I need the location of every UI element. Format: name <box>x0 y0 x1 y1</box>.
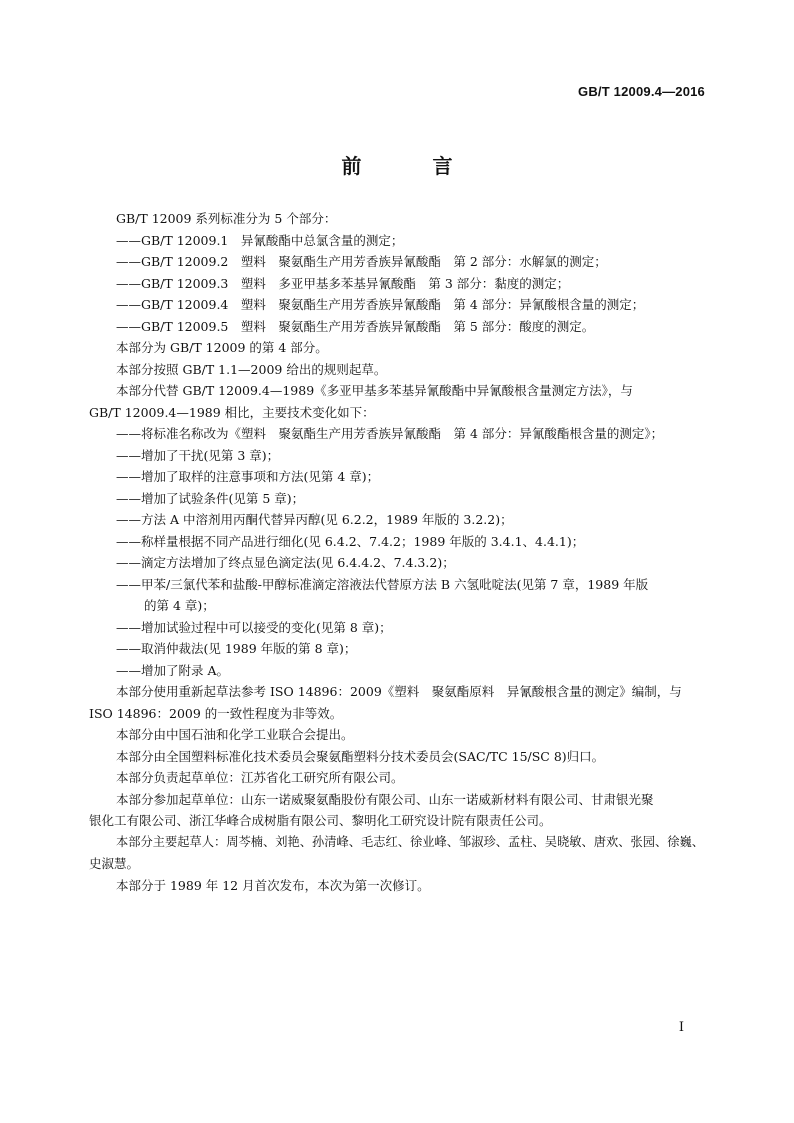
technical-changes-list <box>89 423 705 681</box>
change-list-item-multiline <box>89 574 705 617</box>
drafting-rules-paragraph: 本部分按照 GB/T 1.1—2009 给出的规则起草。 <box>116 361 387 377</box>
change-list-item: ——方法 A 中溶剂用丙酮代替异丙醇(见 6.2.2，1989 年版的 3.2.2)； <box>116 512 513 527</box>
change-list-item: ——将标准名称改为《塑料 聚氨酯生产用芳香族异氰酸酯 第 4 部分：异氰酸酯根含量的测定》； <box>116 426 664 441</box>
change-list-item: ——取消仲裁法(见 1989 年版的第 8 章)； <box>116 641 357 656</box>
parts-list-item: ——GB/T 12009.1 异氰酸酯中总氯含量的测定； <box>116 232 404 248</box>
change-list-item-continuation: 的第 4 章)； <box>144 598 215 613</box>
main-drafters-line: 本部分主要起草人：周芩楠、刘艳、孙清峰、毛志红、徐业峰、邹淑珍、孟柱、吴晓敏、唐欢、张园、徐巍、 <box>116 834 704 849</box>
page-title: 前 言 <box>341 154 485 178</box>
page-number: I <box>678 1020 684 1035</box>
parts-list-item: ——GB/T 12009.3 塑料 多亚甲基多苯基异氰酸酯 第 3 部分：黏度的测定； <box>116 275 570 291</box>
parts-list-item: ——GB/T 12009.5 塑料 聚氨酯生产用芳香族异氰酸酯 第 5 部分：酸度的测定。 <box>116 318 595 334</box>
change-list-item: ——增加了取样的注意事项和方法(见第 4 章)； <box>116 469 380 484</box>
parts-list-item: ——GB/T 12009.4 塑料 聚氨酯生产用芳香族异氰酸酯 第 4 部分：异氰酸根含量的测定； <box>116 297 645 312</box>
change-list-item: ——增加试验过程中可以接受的变化(见第 8 章)； <box>116 619 392 635</box>
intro-paragraph: GB/T 12009 系列标准分为 5 个部分： <box>116 211 337 226</box>
centralized-by-paragraph: 本部分由全国塑料标准化技术委员会聚氨酯塑料分技术委员会(SAC/TC 15/SC 8)归口。 <box>116 748 605 764</box>
proposed-by-paragraph: 本部分由中国石油和化学工业联合会提出。 <box>116 727 354 742</box>
foreword-content <box>89 208 705 896</box>
iso-reference-line: 本部分使用重新起草法参考 ISO 14896：2009《塑料 聚氨酯原料 异氰酸根含量的测定》编制，与 <box>116 684 682 699</box>
iso-reference-paragraph <box>89 681 705 724</box>
replacement-line: 本部分代替 GB/T 12009.4—1989《多亚甲基多苯基异氰酸酯中异氰酸根含量测定方法》，与 <box>116 383 633 398</box>
iso-reference-line: ISO 14896：2009 的一致性程度为非等效。 <box>89 705 343 721</box>
replacement-paragraph <box>89 380 705 423</box>
parts-list-item: ——GB/T 12009.2 塑料 聚氨酯生产用芳香族异氰酸酯 第 2 部分：水解氯的测定； <box>116 254 607 269</box>
change-list-item: ——增加了附录 A。 <box>116 662 230 678</box>
part-statement-paragraph: 本部分为 GB/T 12009 的第 4 部分。 <box>116 340 328 355</box>
change-list-item: ——增加了试验条件(见第 5 章)； <box>116 490 305 506</box>
publication-history-paragraph: 本部分于 1989 年 12 月首次发布，本次为第一次修订。 <box>116 877 430 893</box>
document-header-code: GB/T 12009.4—2016 <box>578 84 705 99</box>
change-list-item: ——称样量根据不同产品进行细化(见 6.4.2、7.4.2；1989 年版的 3.4.1、4.4.1)； <box>116 533 585 549</box>
participating-units-line: 银化工有限公司、浙江华峰合成树脂有限公司、黎明化工研究设计院有限责任公司。 <box>89 813 552 828</box>
participating-units-line: 本部分参加起草单位：山东一诺威聚氨酯股份有限公司、山东一诺威新材料有限公司、甘肃银光聚 <box>116 791 654 807</box>
change-list-item-line: ——甲苯/三氯代苯和盐酸-甲醇标准滴定溶液法代替原方法 B 六氢吡啶法(见第 7 章，1989 年版 <box>116 576 649 592</box>
change-list-item: ——滴定方法增加了终点显色滴定法(见 6.4.4.2、7.4.3.2)； <box>116 555 455 570</box>
main-drafters-line: 史淑慧。 <box>89 856 140 871</box>
parts-list <box>89 230 705 338</box>
responsible-drafter-paragraph: 本部分负责起草单位：江苏省化工研究所有限公司。 <box>116 770 404 785</box>
main-drafters-paragraph <box>89 832 705 875</box>
participating-units-paragraph <box>89 789 705 832</box>
replacement-line: GB/T 12009.4—1989 相比，主要技术变化如下： <box>89 404 375 420</box>
change-list-item: ——增加了干扰(见第 3 章)； <box>116 447 280 463</box>
